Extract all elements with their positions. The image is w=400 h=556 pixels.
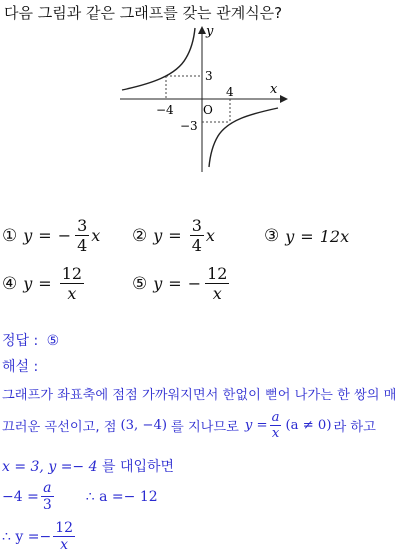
option-1[interactable]: ① y = − $\frac{3}{4}$ x (2, 216, 101, 255)
label-xneg4: −4 (156, 103, 174, 117)
curve-fourth-quadrant (209, 108, 278, 167)
question-text: 다음 그림과 같은 그래프를 갖는 관계식은? (4, 4, 283, 22)
solution-fraction-a-x: $\frac{a}{x}$ (271, 410, 280, 441)
solution-line-1: 그래프가 좌표축에 점점 가까워지면서 한없이 뻗어 나가는 한 쌍의 매 (2, 388, 397, 403)
solution-line-5: ∴ y =− $\frac{12}{x}$ (2, 520, 74, 553)
label-origin: O (203, 103, 213, 117)
option-3-mark: ③ (264, 226, 280, 246)
option-5-fraction: $\frac{12}{x}$ (207, 264, 228, 303)
x-axis-arrow (280, 95, 288, 103)
option-4-mark: ④ (2, 273, 18, 294)
y-axis-arrow (198, 26, 206, 34)
solution-fraction-a-3: $\frac{a}{3}$ (42, 480, 52, 513)
option-2[interactable]: ② y = $\frac{3}{4}$ x (132, 216, 215, 255)
solution-fraction-12-x: $\frac{12}{x}$ (55, 520, 74, 553)
label-x4: 4 (226, 85, 234, 99)
label-y3: 3 (205, 69, 213, 83)
answer-value: ⑤ (46, 333, 60, 349)
label-x-axis: x (270, 82, 278, 97)
option-4-fraction: $\frac{12}{x}$ (61, 264, 83, 303)
option-4[interactable]: ④ y = $\frac{12}{x}$ (2, 264, 83, 303)
answer-label: 정답 : (2, 333, 39, 349)
option-1-mark: ① (2, 225, 18, 246)
solution-line-2: 끄러운 곡선이고, 점 (3, −4) 를 지나므로 y = $\frac{a}{x}$ (a ≠ 0) 라 하고 (2, 410, 376, 441)
option-3[interactable]: ③ y = 12x (264, 226, 350, 246)
solution-line-4: −4 = $\frac{a}{3}$ ∴ a =− 12 (2, 480, 158, 513)
option-2-fraction: $\frac{3}{4}$ (191, 216, 202, 255)
hyperbola-graph (110, 22, 290, 172)
label-y-axis: y (206, 24, 214, 39)
answer-line (2, 330, 59, 350)
curve-second-quadrant (122, 28, 195, 90)
solution-label: 해설 : (2, 359, 39, 375)
option-5[interactable]: ⑤ y = − $\frac{12}{x}$ (132, 264, 228, 303)
solution-line-3: x = 3, y =− 4 를 대입하면 (2, 459, 175, 475)
option-2-mark: ② (132, 225, 148, 246)
option-5-mark: ⑤ (132, 273, 148, 294)
option-1-fraction: $\frac{3}{4}$ (77, 216, 88, 255)
label-yneg3: −3 (180, 119, 198, 133)
